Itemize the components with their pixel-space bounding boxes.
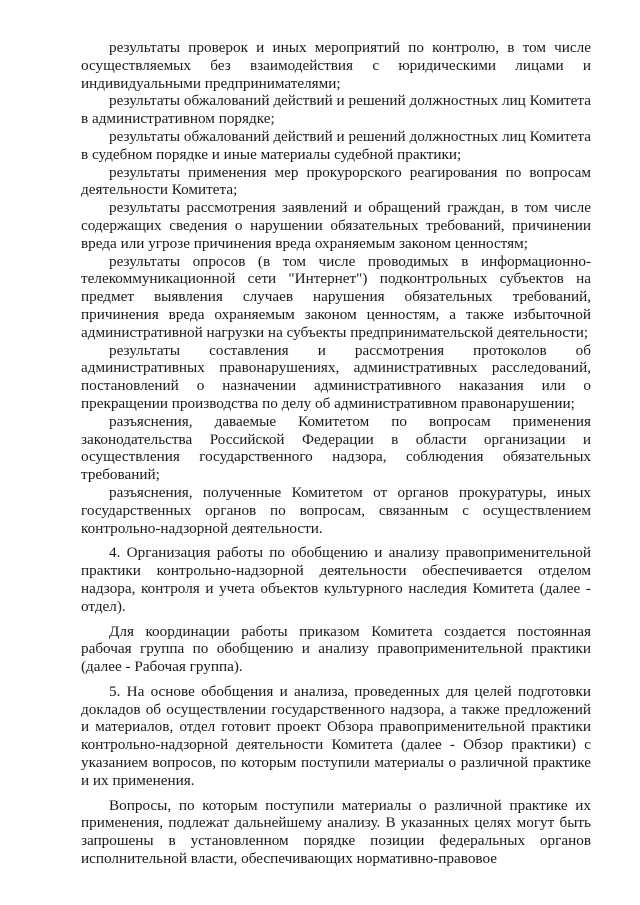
paragraph-surveys: результаты опросов (в том числе проводимых в информационно-телекоммуникационной сети "Интернет") подконтрольных субъектов на предмет выявления случаев нарушения обязательных требований, причинения вреда охраняемым законом ценностям, а также избыточной административной нагрузки на субъекты предпринимательской деятельности; bbox=[81, 252, 591, 341]
paragraph-court-appeals: результаты обжалований действий и решений должностных лиц Комитета в судебном порядке и иные материалы судебной практики; bbox=[81, 127, 591, 163]
paragraph-admin-appeals: результаты обжалований действий и решений должностных лиц Комитета в административном порядке; bbox=[81, 92, 591, 128]
paragraph-section-4: 4. Организация работы по обобщению и анализу правоприменительной практики контрольно-надзорной деятельности обеспечивается отделом надзора, контроля и учета объектов культурного наследия Комитета (далее - отдел). bbox=[81, 544, 591, 615]
paragraph-questions: Вопросы, по которым поступили материалы о различной практике их применения, подлежат дальнейшему анализу. В указанных целях могут быть запрошены в установленном порядке позиции федеральных органов исполнительной власти, обеспечивающих нормативно-правовое bbox=[81, 796, 591, 868]
paragraph-prosecutor-measures: результаты применения мер прокурорского реагирования по вопросам деятельности Комитета; bbox=[81, 163, 591, 199]
paragraph-protocols: результаты составления и рассмотрения протоколов об административных правонарушениях, административных расследований, постановлений о назначении административного наказания или о прекращении производства по делу об административном правонарушении; bbox=[81, 341, 591, 412]
paragraph-inspection-results: результаты проверок и иных мероприятий по контролю, в том числе осуществляемых без взаимодействия с юридическими лицами и индивидуальными предпринимателями; bbox=[81, 39, 591, 92]
paragraph-section-5: 5. На основе обобщения и анализа, проведенных для целей подготовки докладов об осуществлении государственного надзора, а также предложений и материалов, отдел готовит проект Обзора правоприменительной практики контрольно-надзорной деятельности Комитета (далее - Обзор практики) с указанием вопросов, по которым поступили материалы о различной практике и их применения. bbox=[81, 682, 591, 789]
paragraph-citizen-appeals: результаты рассмотрения заявлений и обращений граждан, в том числе содержащих сведения о нарушении обязательных требований, причинении вреда или угрозе причинения вреда охраняемым законом ценностям; bbox=[81, 199, 591, 252]
paragraph-working-group: Для координации работы приказом Комитета создается постоянная рабочая группа по обобщению и анализу правоприменительной практики (далее - Рабочая группа). bbox=[81, 622, 591, 676]
document-body bbox=[81, 39, 591, 868]
paragraph-prosecution-explanations: разъяснения, полученные Комитетом от органов прокуратуры, иных государственных органов по вопросам, связанным с осуществлением контрольно-надзорной деятельности. bbox=[81, 483, 591, 537]
paragraph-committee-explanations: разъяснения, даваемые Комитетом по вопросам применения законодательства Российской Федерации в области организации и осуществления государственного надзора, соблюдения обязательных требований; bbox=[81, 412, 591, 484]
